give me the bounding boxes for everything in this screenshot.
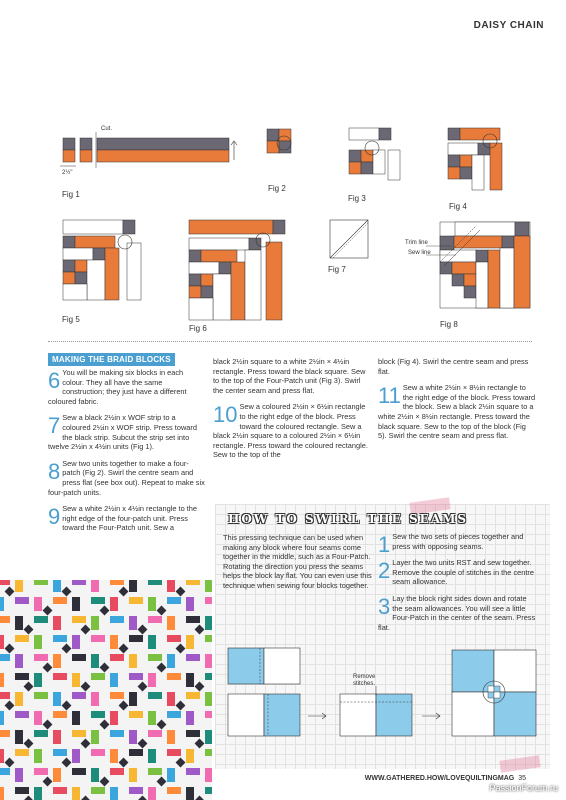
step-9: 9 Sew a white 2½in x 4½in rectangle to the right edge of the four-patch unit. Press toward the Four-Patch unit. Sew a — [48, 504, 198, 533]
step-7: 7 Sew a black 2½in x WOF strip to a coloured 2½in x WOF strip. Press toward the black strip. Subcut the strip set into twelve 2½in x 4½in units (Fig 1). — [48, 413, 197, 452]
footer — [365, 775, 526, 782]
fig1-strips — [60, 132, 237, 168]
swirl-steps — [378, 532, 538, 639]
fig4-block — [448, 128, 502, 190]
fig8-label: Fig 8 — [440, 320, 458, 329]
figures-diagram — [0, 0, 566, 340]
dimension-label: 2½" — [62, 170, 73, 176]
fig2-fourpatch — [267, 129, 291, 153]
trim-line-label: Trim line — [405, 240, 428, 246]
column-1 — [48, 368, 206, 540]
fig5-block — [63, 220, 141, 300]
step-9-continued: black 2½in square to a white 2½in × 4½in rectangle. Press toward the black square. Sew to the top of the Four-Patch unit (Fig 3). Swirl the center seam and press flat. — [213, 357, 366, 395]
swirl-diagram — [220, 640, 550, 750]
fig3-label: Fig 3 — [348, 194, 366, 203]
quilt-photo — [0, 580, 212, 800]
swirl-step-1: 1 Sew the two sets of pieces together and press with opposing seams. — [378, 532, 524, 557]
running-head: DAISY CHAIN — [473, 20, 544, 31]
remove-stitches-label: Remove stitches. — [353, 674, 376, 687]
step-8: 8 Sew two units together to make a four-patch (Fig 2). Swirl the centre seam and press flat (see box out). Repeat to make six four-patch units. — [48, 458, 205, 497]
watermark: PassionForum.ru — [489, 783, 558, 793]
fig3-block — [349, 128, 400, 180]
fig6-label: Fig 6 — [189, 324, 207, 333]
swirl-step-2: 2 Layer the two units RST and sew together. Remove the couple of stitches in the centre seam allowance. — [378, 558, 534, 587]
step-11: 11 Sew a white 2½in × 8½in rectangle to the right edge of the block. Press toward the block. Sew a black 2½in square to a white 2½in × 8½in rectangle. Press toward the black square. Sew to the top of the block (Fig 5). Swirl the centre seam and press flat. — [378, 383, 536, 441]
fig4-label: Fig 4 — [449, 202, 467, 211]
fig8-block — [426, 222, 530, 308]
page-number: 35 — [518, 775, 526, 782]
step-10: 10 Sew a coloured 2½in × 6½in rectangle to the right edge of the block. Press toward the coloured rectangle. Sew a black 2½in square to a coloured 2½in × 6½in rectangle. Press toward the coloured rectangle. Sew to the top of the — [213, 402, 368, 460]
fig6-block — [189, 220, 285, 320]
fig2-label: Fig 2 — [268, 184, 286, 193]
cut-label: Cut. — [101, 126, 113, 132]
step-10-continued: block (Fig 4). Swirl the centre seam and press flat. — [378, 357, 529, 376]
step-6: 6 You will be making six blocks in each colour. They all have the same construction; they just have a different coloured fabric. — [48, 368, 187, 406]
fig1-label: Fig 1 — [62, 190, 80, 199]
sew-line-label: Sew line — [408, 250, 431, 256]
footer-url: WWW.GATHERED.HOW/LOVEQUILTINGMAG — [364, 775, 515, 782]
fig7-square — [330, 220, 368, 258]
divider — [48, 341, 532, 342]
swirl-intro: This pressing technique can be used when making any block where four seams come together in the middle, such as a Four-Patch. Rotating the direction you press the seams helps the block lay flat. You can even use this technique when sewing four blocks together. — [223, 533, 372, 590]
fig7-label: Fig 7 — [328, 265, 346, 274]
swirl-step-3: 3 Lay the block right sides down and rotate the seam allowances. You will see a little Four-Patch in the center of the seam. Press flat. — [378, 593, 536, 632]
column-3 — [378, 357, 536, 448]
section-title: MAKING THE BRAID BLOCKS — [48, 353, 175, 366]
swirl-title: HOW TO SWIRL THE SEAMS — [228, 512, 469, 526]
column-2 — [213, 357, 371, 467]
fig5-label: Fig 5 — [62, 315, 80, 324]
